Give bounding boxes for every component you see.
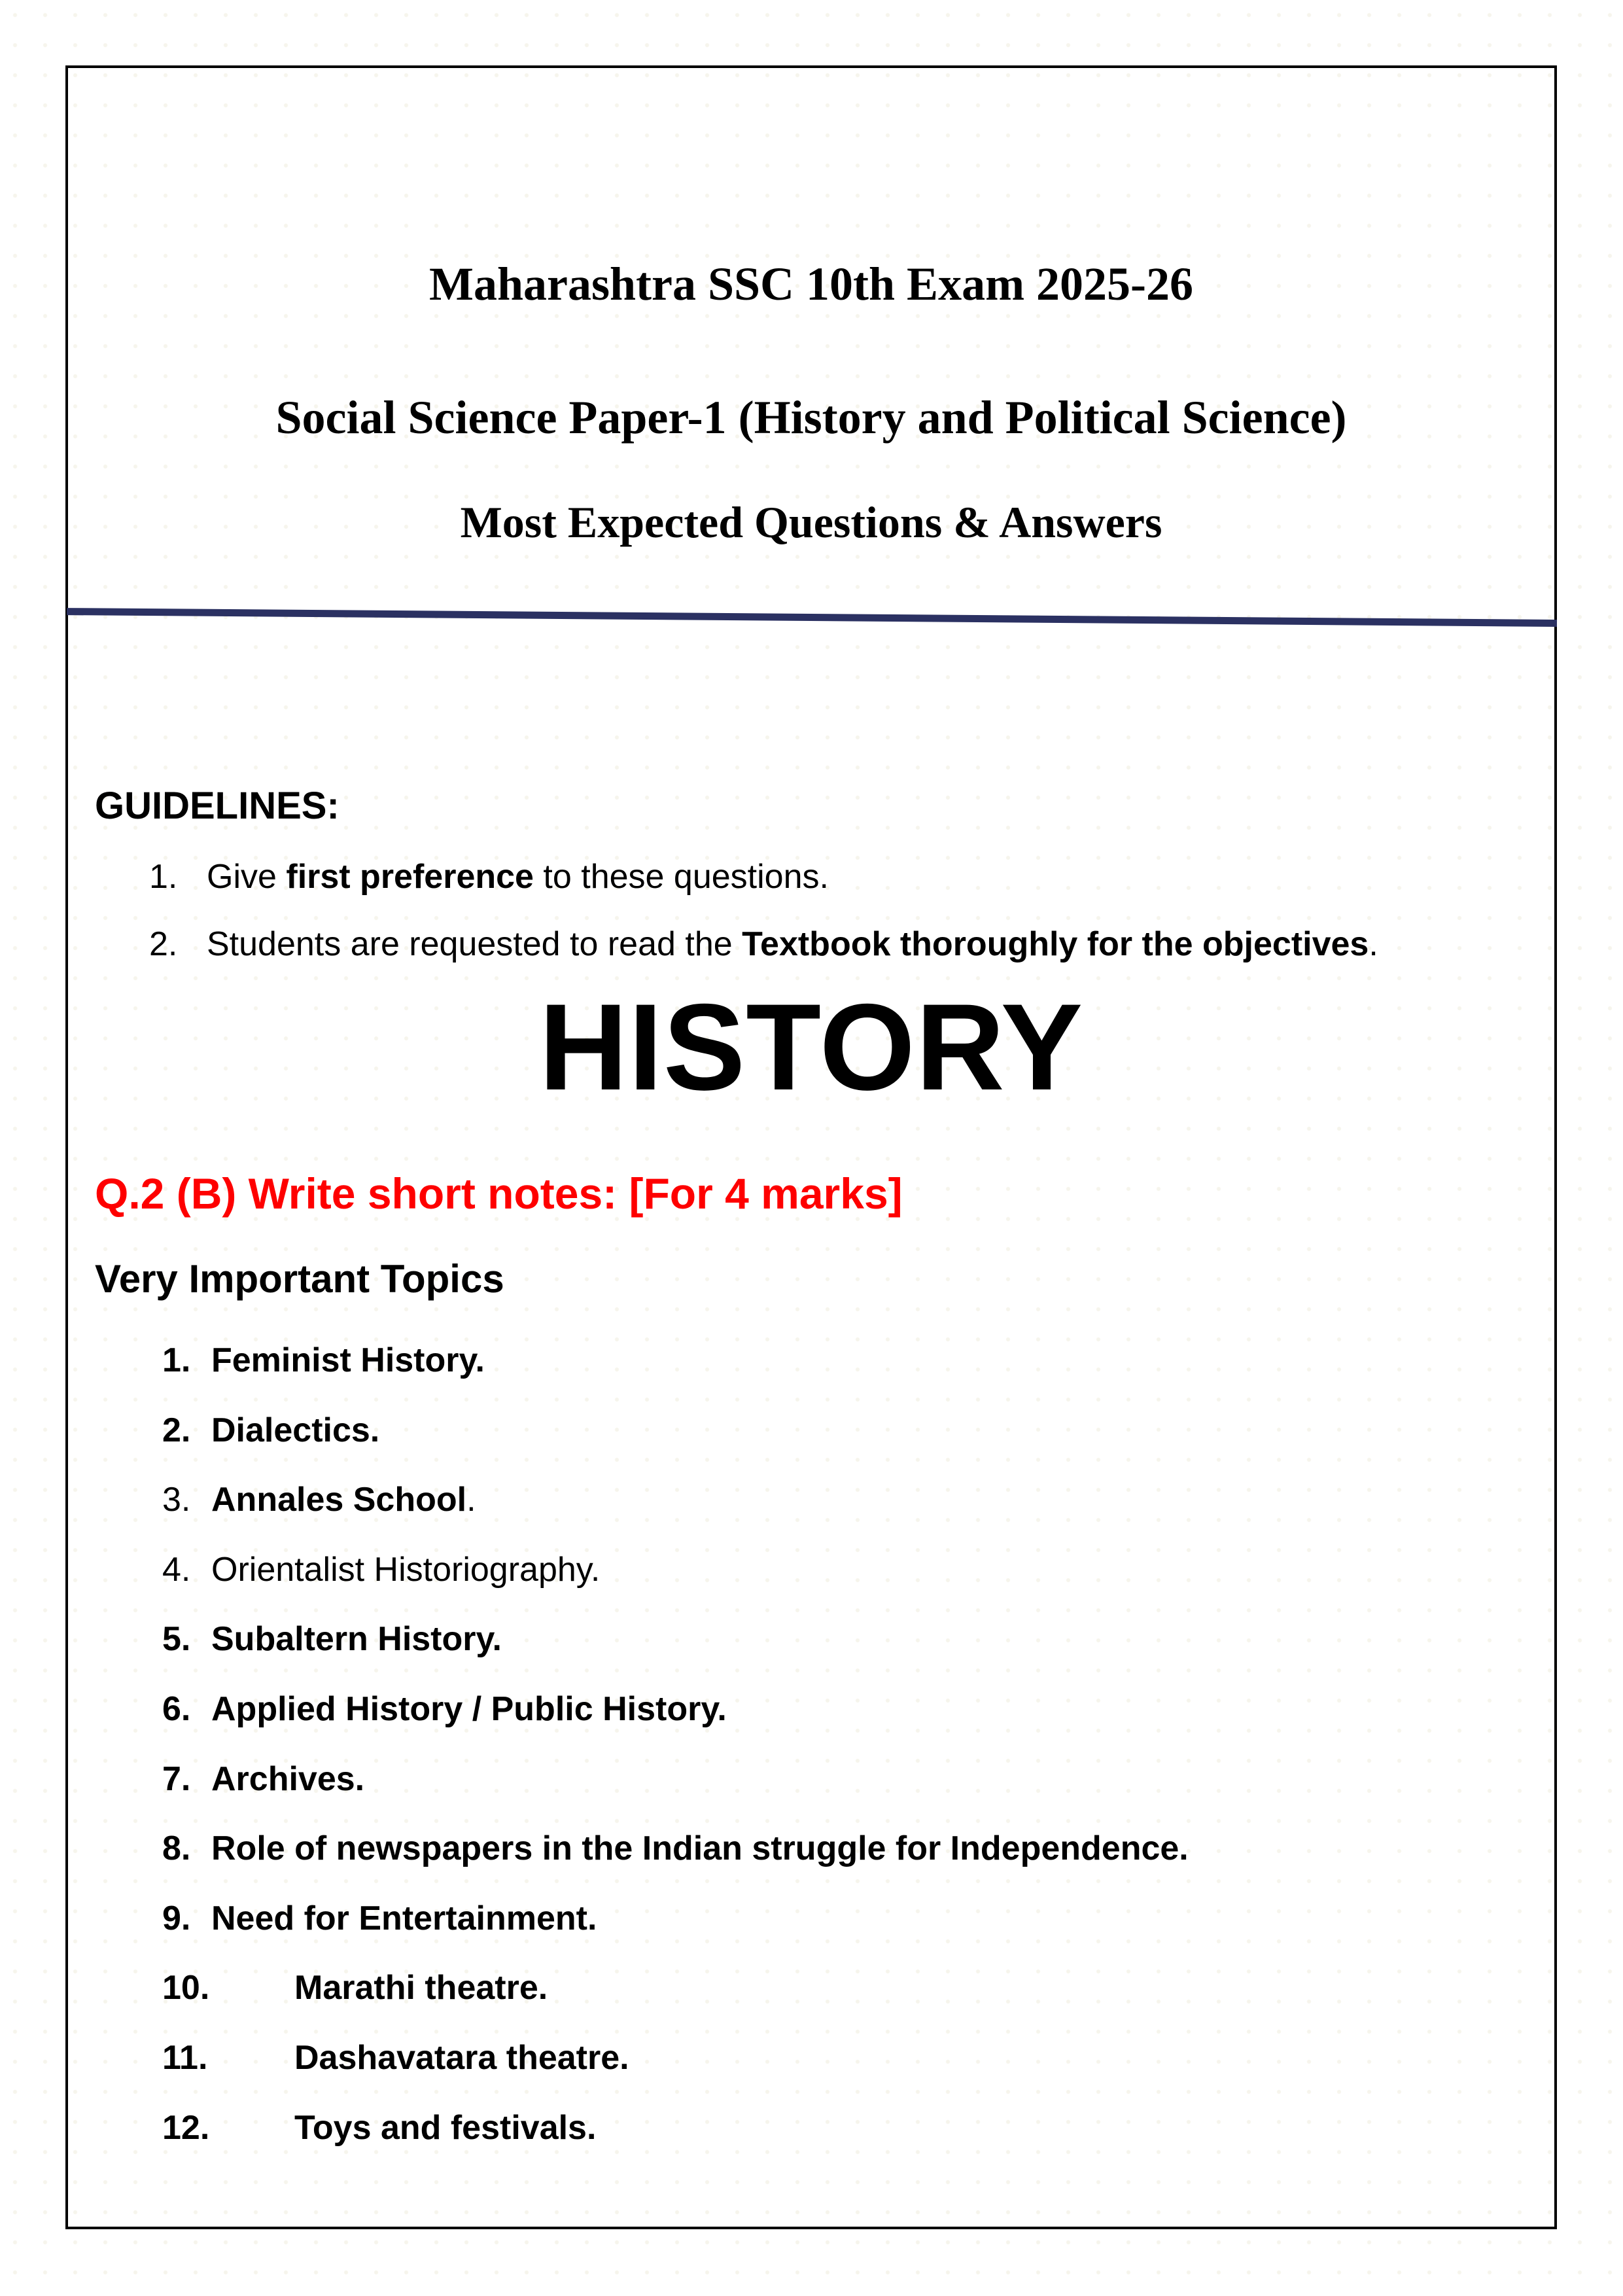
- list-item-number: 11.: [162, 2039, 208, 2077]
- list-item-number: 8.: [162, 1829, 191, 1867]
- list-item-number: 12.: [162, 2109, 210, 2147]
- list-item-number: 4.: [162, 1551, 191, 1589]
- list-item-text-segment: Subaltern History.: [211, 1620, 502, 1658]
- topic-item: [162, 1481, 476, 1519]
- list-item-text: [211, 1411, 379, 1449]
- list-item-text-segment: first preference: [286, 858, 534, 896]
- list-item-number: 2.: [162, 1411, 191, 1449]
- list-item-text-segment: Give: [207, 858, 287, 896]
- list-item-text-segment: Textbook thoroughly for the objectives: [742, 925, 1369, 963]
- list-item-text: [211, 1481, 476, 1519]
- topic-item: [162, 1969, 548, 2007]
- topic-item: [162, 1620, 502, 1658]
- list-item-text-segment: Feminist History.: [211, 1341, 485, 1379]
- list-item-text: [207, 858, 829, 896]
- topics-subheading: Very Important Topics: [95, 1257, 504, 1301]
- list-item-text-segment: Toys and festivals.: [294, 2109, 597, 2147]
- list-item-text-segment: Annales School: [211, 1481, 467, 1519]
- list-item-text-segment: Marathi theatre.: [294, 1969, 548, 2007]
- list-item-number: 6.: [162, 1690, 191, 1728]
- topic-item: [162, 2109, 596, 2147]
- list-item-text-segment: Archives.: [211, 1760, 365, 1798]
- topic-item: [162, 1551, 600, 1589]
- list-item-number: 1.: [149, 858, 178, 896]
- list-item-text: [294, 1969, 548, 2007]
- list-item-text: [211, 1551, 600, 1589]
- list-item-number: 7.: [162, 1760, 191, 1798]
- paper-subtitle: Social Science Paper-1 (History and Political Science): [275, 391, 1347, 444]
- list-item-text: [211, 1620, 502, 1658]
- list-item-text-segment: Dashavatara theatre.: [294, 2039, 629, 2077]
- list-item-text: [211, 1760, 364, 1798]
- topic-item: [162, 2039, 629, 2077]
- list-item-text: [211, 1899, 597, 1937]
- list-item-text: [294, 2039, 629, 2077]
- list-item-text: [211, 1690, 727, 1728]
- list-item-text: [211, 1829, 1189, 1867]
- list-item-text: [294, 2109, 596, 2147]
- list-item-text-segment: .: [466, 1481, 476, 1519]
- list-item-number: 1.: [162, 1341, 191, 1379]
- history-section-title: HISTORY: [538, 978, 1084, 1116]
- list-item-number: 5.: [162, 1620, 191, 1658]
- list-item-number: 10.: [162, 1969, 210, 2007]
- list-item-text-segment: Orientalist Historiography.: [211, 1551, 601, 1589]
- question-heading: Q.2 (B) Write short notes: [For 4 marks]: [95, 1169, 903, 1218]
- list-item-text-segment: .: [1369, 925, 1378, 963]
- list-item-text: [211, 1341, 485, 1379]
- exam-title: Maharashtra SSC 10th Exam 2025-26: [428, 258, 1194, 310]
- topic-item: [162, 1690, 727, 1728]
- guideline-item: [149, 858, 829, 896]
- list-item-text: [207, 925, 1378, 963]
- topic-item: [162, 1829, 1189, 1867]
- list-item-text-segment: Role of newspapers in the Indian struggle for Independence.: [211, 1829, 1189, 1867]
- list-item-text-segment: Need for Entertainment.: [211, 1899, 597, 1937]
- list-item-text-segment: Students are requested to read the: [207, 925, 742, 963]
- topic-item: [162, 1411, 379, 1449]
- list-item-number: 2.: [149, 925, 178, 963]
- topic-item: [162, 1899, 597, 1937]
- list-item-text-segment: Dialectics.: [211, 1411, 380, 1449]
- list-item-text-segment: to these questions.: [533, 858, 829, 896]
- list-item-number: 9.: [162, 1899, 191, 1937]
- topic-item: [162, 1341, 485, 1379]
- questions-answers-subtitle: Most Expected Questions & Answers: [460, 497, 1162, 547]
- list-item-text-segment: Applied History / Public History.: [211, 1690, 727, 1728]
- guidelines-heading: GUIDELINES:: [95, 785, 340, 827]
- list-item-number: 3.: [162, 1481, 191, 1519]
- guideline-item: [149, 925, 1378, 963]
- topic-item: [162, 1760, 364, 1798]
